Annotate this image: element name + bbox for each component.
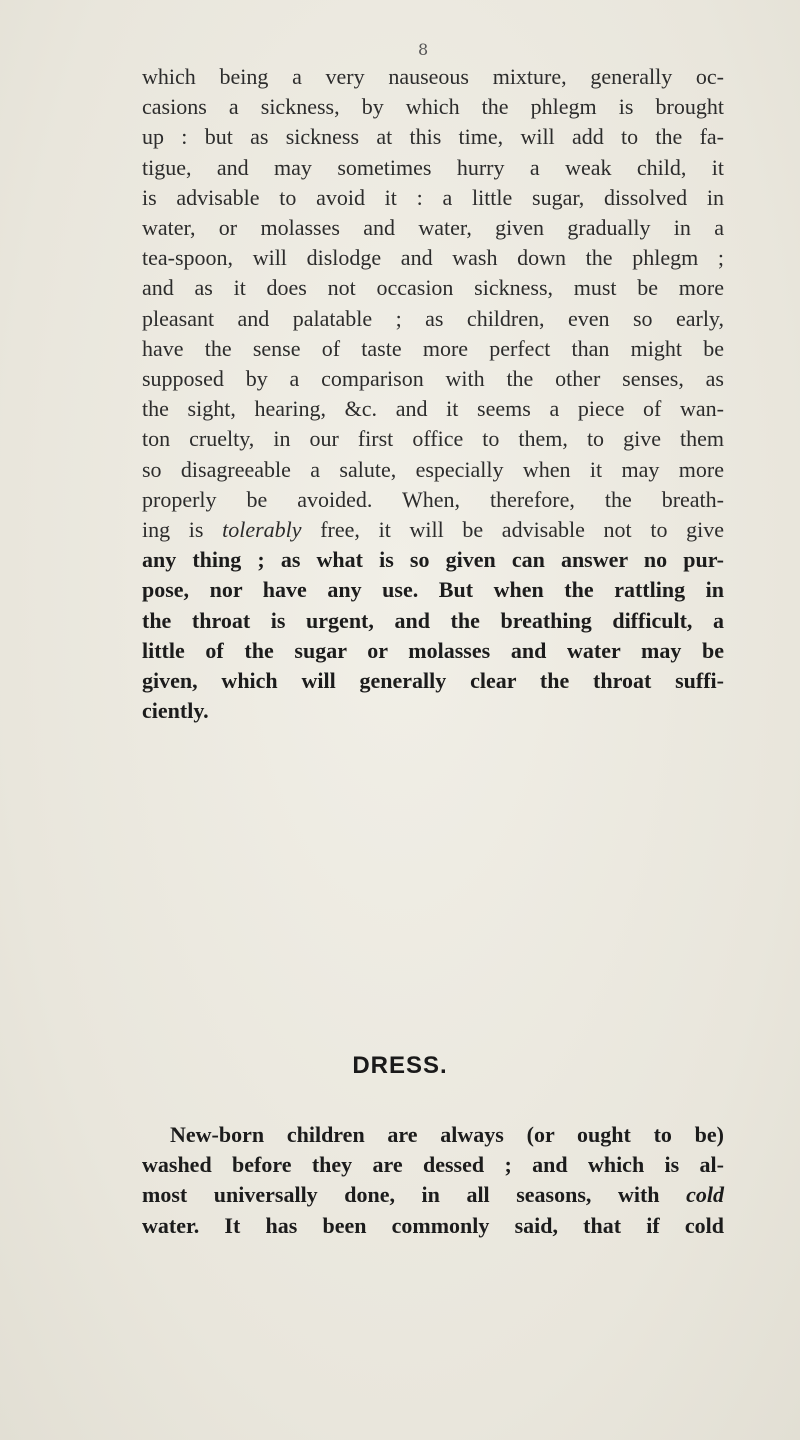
- text-line: and as it does not occasion sickness, must be more: [142, 275, 724, 301]
- text-line: any thing ; as what is so given can answer no pur-: [142, 547, 724, 573]
- text-line: have the sense of taste more perfect than might be: [142, 335, 724, 361]
- text-line: [142, 515, 724, 545]
- text-line: New-born children are always (or ought to be): [170, 1122, 724, 1147]
- text-line: pleasant and palatable ; as children, even so early,: [142, 305, 724, 331]
- text-line: so disagreeable a salute, especially when it may more: [142, 456, 724, 482]
- text-line: the throat is urgent, and the breathing difficult, a: [142, 607, 724, 633]
- text-line: properly be avoided. When, therefore, the breath-: [142, 486, 724, 512]
- text-line: little of the sugar or molasses and water may be: [142, 637, 724, 663]
- italic-word: cold: [686, 1182, 724, 1208]
- text-line: is advisable to avoid it : a little sugar, dissolved in: [142, 184, 724, 210]
- text-line: which being a very nauseous mixture, generally oc-: [142, 64, 724, 89]
- text-line: water. It has been commonly said, that if cold: [142, 1212, 724, 1238]
- text-line: given, which will generally clear the throat suffi-: [142, 668, 724, 694]
- paragraph-dress: [142, 1120, 724, 1241]
- paragraph-phlegm: [142, 62, 724, 726]
- text-line: washed before they are dessed ; and which is al-: [142, 1152, 724, 1178]
- text-line: the sight, hearing, &c. and it seems a piece of wan-: [142, 396, 724, 422]
- text-line: casions a sickness, by which the phlegm is brought: [142, 94, 724, 120]
- text-segment: free, it will be advisable not to give: [301, 517, 724, 543]
- text-line: up : but as sickness at this time, will add to the fa-: [142, 124, 724, 150]
- text-line: supposed by a comparison with the other senses, as: [142, 366, 724, 392]
- text-line: [142, 1180, 724, 1210]
- page-number: 8: [418, 40, 429, 59]
- italic-word: tolerably: [222, 517, 302, 543]
- text-line: pose, nor have any use. But when the rattling in: [142, 577, 724, 603]
- section-heading: DRESS.: [352, 1052, 448, 1079]
- text-line: tea-spoon, will dislodge and wash down the phlegm ;: [142, 245, 724, 271]
- text-segment: ing is: [142, 517, 223, 543]
- text-line: ton cruelty, in our first office to them, to give them: [142, 426, 724, 452]
- text-line: ciently.: [142, 698, 209, 724]
- text-segment: most universally done, in all seasons, with: [142, 1182, 660, 1208]
- text-line: tigue, and may sometimes hurry a weak child, it: [142, 154, 724, 180]
- text-line: water, or molasses and water, given gradually in a: [142, 215, 724, 241]
